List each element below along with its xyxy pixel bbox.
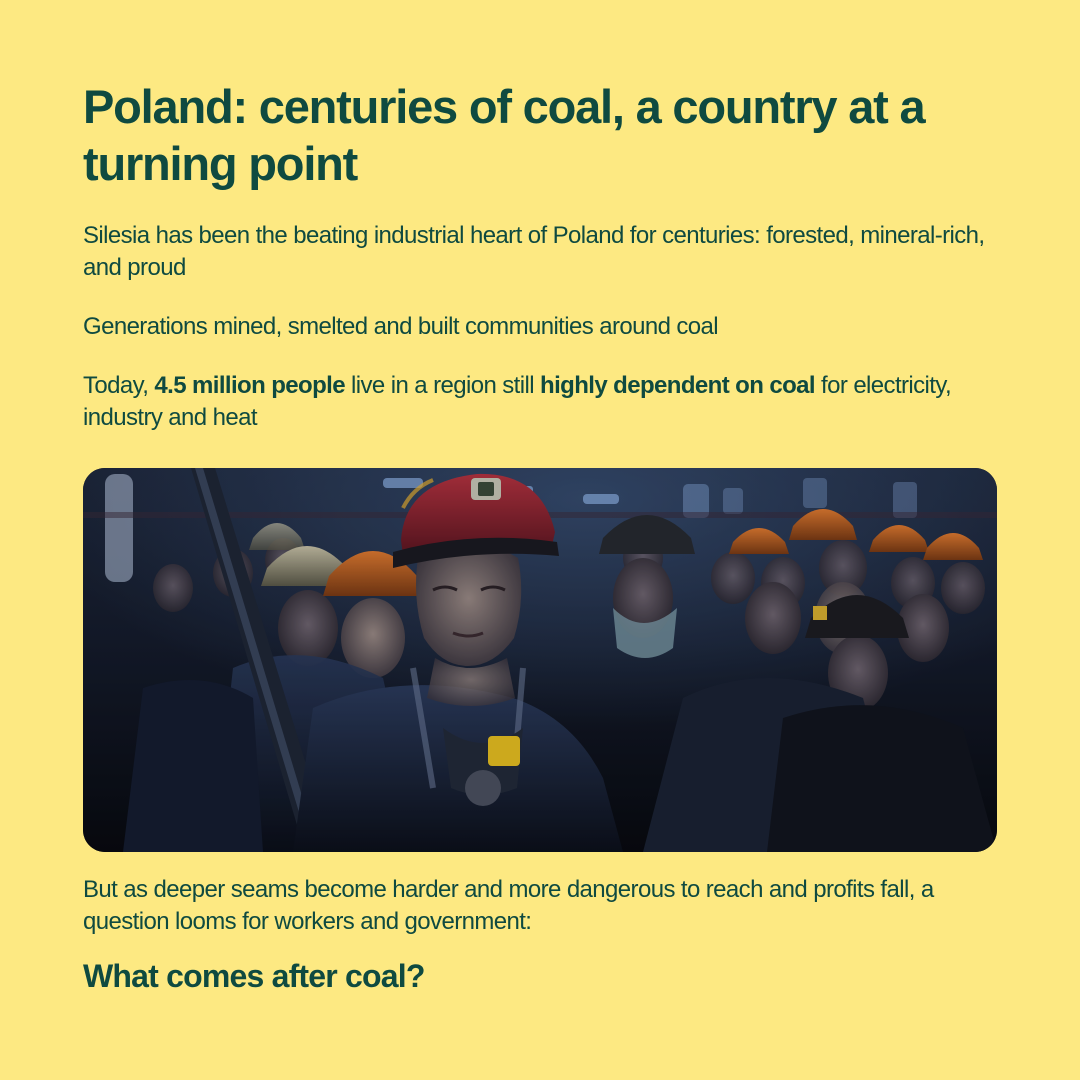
generations-paragraph: Generations mined, smelted and built communities around coal — [83, 313, 719, 340]
population-text-1: Today, — [83, 372, 155, 399]
population-paragraph — [83, 370, 998, 434]
intro-paragraph: Silesia has been the beating industrial heart of Poland for centuries: forested, mineral-rich, and proud — [83, 222, 985, 281]
question-lead-paragraph: But as deeper seams become harder and more dangerous to reach and profits fall, a question looms for workers and government: — [83, 876, 934, 935]
population-highlight: 4.5 million people — [154, 372, 345, 399]
content — [83, 78, 998, 996]
population-text-3: for electricity, industry and heat — [83, 372, 952, 431]
coal-miners-photo — [83, 468, 997, 852]
coal-dependence-highlight: highly dependent on coal — [540, 372, 815, 399]
population-text-2: live in a region still — [344, 372, 541, 399]
page-title: Poland: centuries of coal, a country at a turning point — [83, 80, 925, 190]
closing-question: What comes after coal? — [83, 958, 425, 994]
